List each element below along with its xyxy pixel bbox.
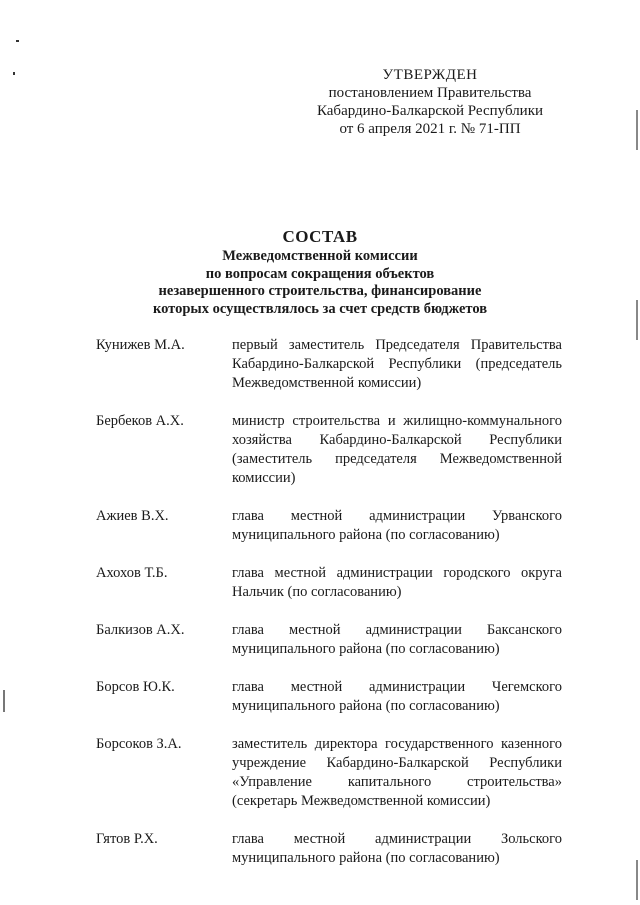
scan-mark — [13, 72, 15, 75]
member-row — [96, 621, 562, 659]
document-title: СОСТАВ — [282, 227, 358, 246]
member-name: Бербеков А.Х. — [96, 413, 184, 429]
heading-line: незавершенного строительства, финансирование — [158, 283, 482, 299]
approval-head: УТВЕРЖДЕН — [382, 67, 478, 83]
member-row — [96, 564, 562, 602]
approval-line: от 6 апреля 2021 г. № 71-ПП — [339, 121, 521, 137]
scan-mark — [3, 690, 5, 712]
scan-mark — [636, 110, 638, 150]
scan-mark — [636, 300, 638, 340]
member-name: Борсоков З.А. — [96, 736, 182, 752]
heading-line: которых осуществлялось за счет средств бюджетов — [152, 300, 488, 317]
approval-block — [300, 66, 560, 138]
member-row — [96, 678, 562, 716]
approval-line: Кабардино-Балкарской Республики — [316, 103, 544, 119]
member-role: глава местной администрации городского округа Нальчик (по согласованию) — [232, 565, 562, 600]
member-name: Гятов Р.Х. — [96, 831, 158, 847]
member-row — [96, 830, 562, 868]
member-row — [96, 412, 562, 488]
member-role: первый заместитель Председателя Правительства Кабардино-Балкарской Республики (председатель Межведомственной комиссии) — [232, 337, 562, 391]
member-role: глава местной администрации Урванского муниципального района (по согласованию) — [232, 508, 562, 543]
member-role: глава местной администрации Баксанского муниципального района (по согласованию) — [232, 622, 562, 657]
heading-line: по вопросам сокращения объектов — [205, 265, 435, 282]
member-name: Балкизов А.Х. — [96, 622, 185, 638]
member-row — [96, 507, 562, 545]
member-role: министр строительства и жилищно-коммунального хозяйства Кабардино-Балкарской Республики (заместитель председателя Межведомственной комиссии) — [232, 413, 562, 486]
member-role: глава местной администрации Чегемского муниципального района (по согласованию) — [232, 679, 562, 714]
member-role: глава местной администрации Зольского муниципального района (по согласованию) — [232, 831, 562, 866]
member-name: Ахохов Т.Б. — [96, 565, 168, 581]
member-name: Борсов Ю.К. — [96, 679, 175, 695]
member-row — [96, 735, 562, 811]
member-role: заместитель директора государственного казенного учреждение Кабардино-Балкарской Республики «Управление капитального строительства» (секретарь Межведомственной комиссии) — [232, 736, 562, 809]
member-name: Кунижев М.А. — [96, 337, 185, 353]
member-name: Ажиев В.Х. — [96, 508, 169, 524]
member-row — [96, 336, 562, 393]
scan-mark — [16, 40, 19, 42]
approval-line: постановлением Правительства — [328, 85, 532, 101]
member-list — [96, 336, 562, 887]
document-heading — [100, 226, 540, 318]
scan-mark — [636, 860, 638, 900]
heading-line: Межведомственной комиссии — [222, 248, 418, 264]
